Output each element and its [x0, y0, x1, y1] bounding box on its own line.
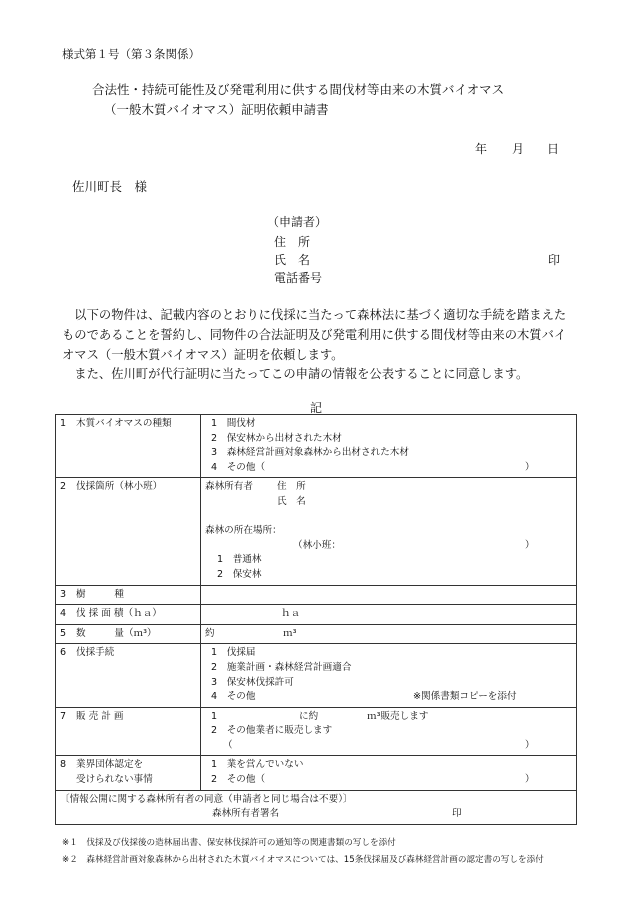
row-number: 4 [60, 608, 67, 620]
applicant-phone-label: 電話番号 [274, 271, 323, 285]
open-paren: （ [223, 739, 233, 751]
row-biomass-type [56, 415, 577, 478]
row-certification-reason [56, 756, 577, 790]
procedure-option-3[interactable]: 3 保安林伐採許可 [211, 676, 294, 688]
body-paragraph-1-line-3: オマス（一般木質バイオマス）証明を依頼します。 [62, 348, 344, 362]
row-number: 5 [60, 627, 67, 639]
row-number: 2 [60, 481, 67, 493]
title-line-2: （一般木質バイオマス）証明依頼申請書 [104, 102, 329, 117]
row-cutting-procedure [56, 644, 577, 707]
biomass-option-2[interactable]: 2 保安林から出材された木材 [211, 432, 342, 444]
row-label-quantity: 数 量（ｍ³） [76, 627, 157, 639]
cell-certification-reason[interactable] [201, 756, 577, 790]
quantity-approx: 約 [205, 627, 215, 639]
applicant-heading: （申請者） [267, 215, 328, 229]
applicant-address-label: 住 所 [274, 235, 311, 249]
row-sales-plan [56, 707, 577, 756]
forest-type-option-1[interactable]: 1 普通林 [217, 554, 262, 566]
area-unit: ｈａ [281, 608, 301, 620]
row-label-biomass-type: 木質バイオマスの種類 [76, 418, 172, 429]
biomass-option-3[interactable]: 3 森林経営計画対象森林から出材された木材 [211, 447, 409, 459]
form-number: 様式第１号（第３条関係） [62, 47, 200, 61]
row-tree-species [56, 585, 577, 605]
cell-cutting-procedure[interactable] [201, 644, 577, 707]
body-paragraph-1-line-2: ものであることを誓約し、同物件の合法証明及び発電利用に供する間伐材等由来の木質バイ [62, 328, 567, 342]
quantity-unit: ｍ³ [283, 627, 297, 639]
date-day: 日 [547, 142, 560, 156]
consent-text: 〔情報公開に関する森林所有者の同意（申請者と同じ場合は不要）〕 [60, 793, 353, 805]
forest-location-label: 森林の所在場所： [205, 525, 282, 537]
row-label-cutting-area: 伐 採 面 積（ｈａ） [76, 608, 162, 620]
procedure-option-2[interactable]: 2 施業計画・森林経営計画適合 [211, 661, 352, 673]
row-number: 7 [60, 710, 67, 722]
date-year: 年 [475, 142, 488, 156]
cell-quantity[interactable] [201, 624, 577, 644]
owner-address-label: 住 所 [277, 481, 306, 493]
row-label-tree-species: 樹 種 [76, 588, 124, 600]
row-label-cutting-location: 伐採箇所（林小班） [76, 481, 163, 493]
note-1: ※１ 伐採及び伐採後の造林届出書、保安林伐採許可の通知等の関連書類の写しを添付 [62, 838, 396, 848]
cell-biomass-type[interactable] [201, 415, 577, 478]
close-paren: ） [525, 739, 535, 751]
biomass-option-1[interactable]: 1 間伐材 [211, 418, 256, 429]
ki-label: 記 [310, 401, 323, 415]
application-table [55, 414, 577, 825]
sales-option-1-number[interactable]: 1 [211, 710, 218, 722]
body-paragraph-1-line-1: 以下の物件は、記載内容のとおりに伐採に当たって森林法に基づく適切な手続を踏まえた [62, 308, 567, 322]
note-2: ※２ 森林経営計画対象森林から出材された木質バイオマスについては、15条伐採届及び森林経営計画の認定書の写しを添付 [62, 855, 544, 865]
cell-cutting-area[interactable] [201, 605, 577, 625]
owner-signature-label: 森林所有者署名 [212, 808, 280, 820]
row-number: 8 [60, 759, 67, 771]
row-label-sales-plan: 販 売 計 画 [76, 710, 124, 722]
title-line-1: 合法性・持続可能性及び発電利用に供する間伐材等由来の木質バイオマス [92, 82, 505, 97]
close-paren: ） [525, 774, 535, 786]
applicant-name-label: 氏 名 [274, 253, 311, 267]
procedure-option-1[interactable]: 1 伐採届 [211, 647, 256, 659]
forest-type-option-2[interactable]: 2 保安林 [217, 568, 262, 580]
biomass-option-4[interactable]: 4 その他（ [211, 461, 266, 473]
cell-tree-species[interactable] [201, 585, 577, 605]
addressee: 佐川町長 様 [72, 179, 148, 194]
owner-name-label: 氏 名 [277, 495, 306, 507]
cell-cutting-location[interactable] [201, 478, 577, 585]
forest-owner-label: 森林所有者 [205, 481, 253, 493]
row-number: 3 [60, 588, 67, 600]
reason-option-2[interactable]: 2 その他（ [211, 774, 266, 786]
row-quantity [56, 624, 577, 644]
row-cutting-location [56, 478, 577, 585]
row-consent [56, 790, 577, 824]
reason-option-1[interactable]: 1 業を営んでいない [211, 759, 304, 771]
close-paren: ） [525, 539, 535, 551]
consent-seal: 印 [452, 808, 462, 820]
procedure-note: ※関係書類コピーを添付 [413, 691, 517, 703]
row-label-certification-1: 業界団体認定を [76, 759, 144, 771]
date-month: 月 [512, 142, 525, 156]
row-label-certification-2: 受けられない事情 [76, 774, 153, 786]
body-paragraph-2: また、佐川町が代行証明に当たってこの申請の情報を公表することに同意します。 [62, 367, 529, 381]
cell-consent[interactable] [56, 790, 577, 824]
row-cutting-area [56, 605, 577, 625]
applicant-seal: 印 [548, 253, 561, 267]
sales-approx-label: に約 [299, 710, 319, 722]
sales-option-2[interactable]: 2 その他業者に販売します [211, 725, 333, 737]
row-number: 1 [60, 418, 67, 429]
rinshohan-label: （林小班： [293, 539, 341, 551]
row-label-cutting-procedure: 伐採手続 [76, 647, 115, 659]
procedure-option-4[interactable]: 4 その他 [211, 691, 256, 703]
sales-unit-label: ｍ³販売します [367, 710, 429, 722]
cell-sales-plan[interactable] [201, 707, 577, 756]
row-number: 6 [60, 647, 67, 659]
close-paren: ） [525, 461, 535, 473]
